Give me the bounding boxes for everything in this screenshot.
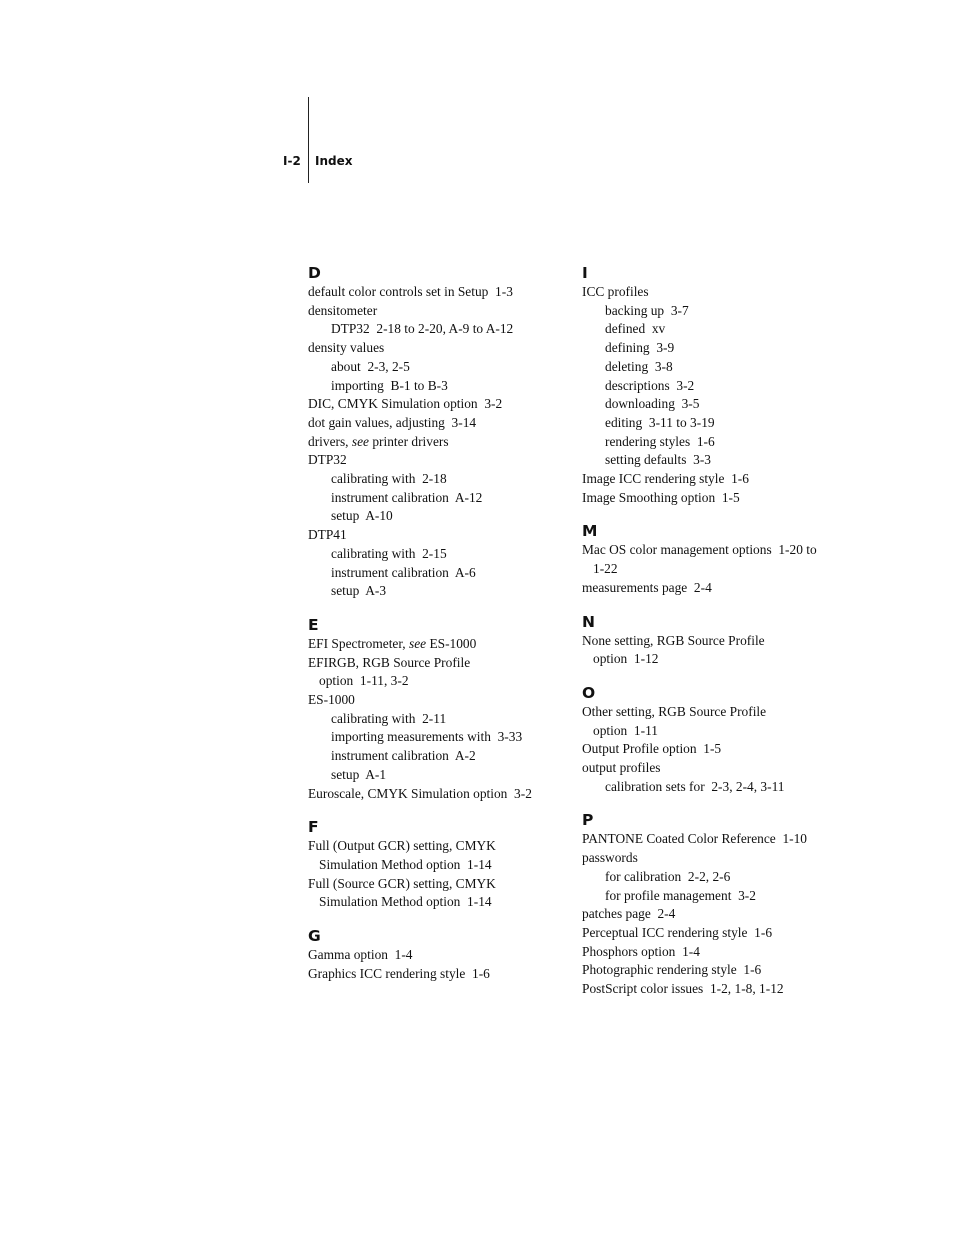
index-subentry: DTP32 2-18 to 2-20, A-9 to A-12 bbox=[331, 321, 514, 337]
index-subentry: descriptions 3-2 bbox=[605, 377, 695, 393]
index-subentry: instrument calibration A-6 bbox=[331, 564, 476, 580]
index-subentry: instrument calibration A-2 bbox=[331, 748, 476, 764]
index-entry: default color controls set in Setup 1-3 bbox=[308, 284, 513, 299]
index-entry: DTP41 bbox=[308, 527, 347, 543]
index-entry: PANTONE Coated Color Reference 1-10 bbox=[582, 831, 807, 847]
index-letter-heading: M bbox=[582, 522, 598, 541]
index-letter-heading: G bbox=[308, 927, 321, 946]
index-subentry: setup A-3 bbox=[331, 583, 387, 599]
index-section-o bbox=[582, 684, 842, 797]
header-rule bbox=[308, 97, 309, 183]
index-entry: Photographic rendering style 1-6 bbox=[582, 962, 762, 978]
see-reference: see bbox=[408, 635, 427, 651]
index-subentry: defined xv bbox=[605, 321, 666, 337]
page-number: I-2 bbox=[283, 154, 301, 168]
index-entry: DTP32 bbox=[308, 452, 347, 468]
index-subentry: instrument calibration A-12 bbox=[331, 489, 483, 505]
index-subentry: importing B-1 to B-3 bbox=[331, 377, 448, 393]
index-entry: Graphics ICC rendering style 1-6 bbox=[308, 965, 490, 981]
index-section-m bbox=[582, 522, 842, 597]
index-subentry: calibrating with 2-18 bbox=[331, 471, 447, 487]
index-subentry: editing 3-11 to 3-19 bbox=[605, 414, 715, 430]
index-entry: DIC, CMYK Simulation option 3-2 bbox=[308, 396, 503, 412]
index-subentry: downloading 3-5 bbox=[605, 396, 700, 412]
index-section-e bbox=[308, 616, 558, 803]
index-section-n bbox=[582, 613, 842, 669]
index-subentry: backing up 3-7 bbox=[605, 302, 689, 318]
index-letter-heading: O bbox=[582, 683, 596, 702]
index-entry: patches page 2-4 bbox=[582, 906, 676, 922]
index-section-p bbox=[582, 811, 842, 998]
index-subentry: setup A-1 bbox=[331, 766, 387, 782]
index-entry: Gamma option 1-4 bbox=[308, 947, 413, 963]
index-entry: Simulation Method option 1-14 bbox=[319, 894, 492, 910]
index-entry: Euroscale, CMYK Simulation option 3-2 bbox=[308, 785, 532, 801]
index-entry: ES-1000 bbox=[308, 692, 355, 708]
index-section-d bbox=[308, 264, 558, 601]
index-subentry: rendering styles 1-6 bbox=[605, 433, 715, 449]
index-entry: densitometer bbox=[308, 302, 378, 318]
index-letter-heading: I bbox=[582, 264, 588, 282]
index-subentry: calibrating with 2-15 bbox=[331, 545, 447, 561]
entry-target: printer drivers bbox=[369, 433, 449, 449]
entry-text: EFI Spectrometer, bbox=[308, 635, 409, 651]
index-column-right bbox=[582, 264, 842, 1014]
index-entry: Phosphors option 1-4 bbox=[582, 943, 700, 959]
index-entry: Output Profile option 1-5 bbox=[582, 741, 722, 757]
index-section-f bbox=[308, 818, 558, 912]
index-entry: Other setting, RGB Source Profile bbox=[582, 703, 767, 719]
index-entry: dot gain values, adjusting 3-14 bbox=[308, 414, 477, 430]
index-letter-heading: P bbox=[582, 811, 594, 830]
index-entry: Simulation Method option 1-14 bbox=[319, 856, 492, 872]
index-subentry: deleting 3-8 bbox=[605, 358, 673, 374]
entry-target: ES-1000 bbox=[426, 635, 477, 651]
see-reference: see bbox=[351, 433, 369, 449]
index-entry: output profiles bbox=[582, 760, 661, 776]
index-subentry: setup A-10 bbox=[331, 508, 393, 524]
index-entry: passwords bbox=[582, 850, 638, 866]
index-section-g bbox=[308, 927, 558, 983]
index-entry: PostScript color issues 1-2, 1-8, 1-12 bbox=[582, 981, 784, 997]
index-entry: 1-22 bbox=[593, 561, 618, 577]
index-subentry: about 2-3, 2-5 bbox=[331, 358, 410, 374]
index-entry: Perceptual ICC rendering style 1-6 bbox=[582, 924, 773, 940]
index-section-i bbox=[582, 264, 842, 507]
index-subentry: setting defaults 3-3 bbox=[605, 452, 711, 468]
index-letter-heading: N bbox=[582, 612, 595, 631]
entry-text: drivers, bbox=[308, 433, 352, 449]
index-entry: option 1-11 bbox=[593, 722, 658, 738]
index-entry bbox=[308, 635, 558, 654]
index-entry bbox=[308, 433, 558, 452]
index-entry: option 1-12 bbox=[593, 651, 659, 667]
index-letter-heading: D bbox=[308, 264, 321, 282]
index-entry: ICC profiles bbox=[582, 284, 649, 299]
index-subentry: for profile management 3-2 bbox=[605, 887, 756, 903]
index-entry: Image ICC rendering style 1-6 bbox=[582, 471, 749, 487]
index-entry: EFIRGB, RGB Source Profile bbox=[308, 654, 471, 670]
index-entry: Image Smoothing option 1-5 bbox=[582, 489, 740, 505]
section-title: Index bbox=[315, 154, 353, 168]
index-entry: density values bbox=[308, 340, 385, 356]
index-entry: Mac OS color management options 1-20 to bbox=[582, 542, 817, 558]
index-letter-heading: F bbox=[308, 818, 319, 837]
index-subentry: calibration sets for 2-3, 2-4, 3-11 bbox=[605, 778, 785, 794]
index-subentry: importing measurements with 3-33 bbox=[331, 729, 523, 745]
index-subentry: calibrating with 2-11 bbox=[331, 710, 447, 726]
index-entry: Full (Source GCR) setting, CMYK bbox=[308, 875, 496, 891]
index-subentry: for calibration 2-2, 2-6 bbox=[605, 868, 731, 884]
index-subentry: defining 3-9 bbox=[605, 340, 675, 356]
index-letter-heading: E bbox=[308, 615, 319, 634]
index-column-left bbox=[308, 264, 558, 999]
index-entry: option 1-11, 3-2 bbox=[319, 673, 409, 689]
index-entry: None setting, RGB Source Profile bbox=[582, 632, 765, 648]
index-entry: Full (Output GCR) setting, CMYK bbox=[308, 838, 496, 854]
index-entry: measurements page 2-4 bbox=[582, 579, 712, 595]
